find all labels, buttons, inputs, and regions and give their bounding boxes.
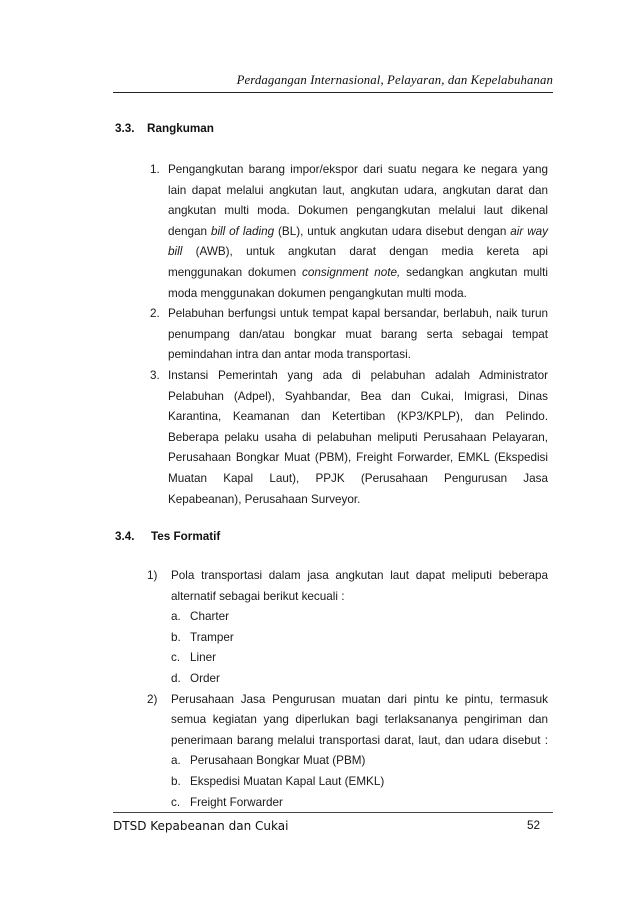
question-item	[147, 566, 548, 690]
italic-term: bill	[168, 245, 183, 259]
answer-option	[171, 751, 548, 772]
list-item-line: Beberapa pelaku usaha di pelabuhan meliputi Perusahaan Pelayaran,	[168, 430, 548, 444]
italic-term: air way	[510, 224, 548, 238]
list-item-line: penumpang dan/atau bongkar muat barang serta sebagai tempat	[168, 327, 548, 341]
list-item-line: Instansi Pemerintah yang ada di pelabuhan adalah Administrator	[168, 368, 548, 382]
answer-option	[171, 772, 548, 793]
list-item-line	[168, 222, 548, 243]
footer-rule	[113, 812, 553, 813]
italic-term: bill of lading	[210, 224, 275, 238]
answer-option	[171, 669, 548, 690]
section-number: 3.3.	[115, 122, 135, 135]
summary-item	[150, 366, 548, 510]
option-letter: d.	[171, 671, 181, 685]
list-item-line: Karantina, Keamanan dan Ketertiban (KP3/KPLP), dan Pelindo.	[168, 410, 548, 424]
option-text: Liner	[190, 651, 216, 665]
list-item-line: Pelabuhan (Adpel), Syahbandar, Bea dan Cukai, Imigrasi, Dinas	[168, 389, 548, 403]
list-item-line: Kepabeanan), Perusahaan Surveyor.	[168, 492, 361, 506]
section-heading-rangkuman	[0, 120, 638, 138]
option-letter: c.	[171, 795, 181, 809]
section-heading-tes-formatif	[0, 528, 638, 546]
list-item-line: moda menggunakan dokumen pengangkutan multi moda.	[168, 286, 467, 300]
list-item-line: angkutan multi moda. Dokumen pengangkutan melalui laut dikenal	[168, 204, 548, 218]
list-item-line: lain dapat melalui angkutan laut, angkutan udara, angkutan darat dan	[168, 183, 548, 197]
list-item-line: pemindahan intra dan antar moda transportasi.	[168, 348, 411, 362]
list-item-number: 3.	[150, 368, 160, 382]
question-list	[147, 566, 548, 813]
page-number: 52	[527, 819, 541, 832]
line-text: (AWB), untuk angkutan darat dengan media kereta api	[182, 245, 548, 259]
answer-option	[171, 607, 548, 628]
option-letter: c.	[171, 651, 181, 665]
line-text: sedangkan angkutan multi	[400, 265, 548, 279]
line-text: dengan	[168, 224, 211, 238]
question-line: Pola transportasi dalam jasa angkutan laut dapat meliputi beberapa	[171, 569, 548, 582]
option-text: Ekspedisi Muatan Kapal Laut (EMKL)	[190, 774, 385, 788]
list-item-number: 2.	[150, 307, 160, 321]
question-line: alternatif sebagai berikut kecuali :	[171, 589, 345, 603]
section-title: Rangkuman	[147, 122, 214, 135]
header-rule	[113, 92, 553, 93]
question-number: 1)	[147, 569, 158, 582]
option-text: Charter	[190, 610, 229, 624]
list-item-line	[168, 263, 548, 284]
option-letter: b.	[171, 630, 181, 644]
list-item-line: Pengangkutan barang impor/ekspor dari suatu negara ke negara yang	[168, 163, 548, 176]
summary-list	[150, 160, 548, 510]
option-text: Freight Forwarder	[190, 795, 283, 809]
question-line: penerimaan barang melalui transportasi darat, laut, dan udara disebut :	[171, 733, 548, 747]
question-item	[147, 690, 548, 814]
section-number: 3.4.	[115, 530, 135, 543]
list-item-number: 1.	[150, 163, 160, 176]
answer-option	[171, 648, 548, 669]
option-text: Perusahaan Bongkar Muat (PBM)	[190, 754, 366, 768]
option-letter: a.	[171, 610, 181, 624]
question-line: Perusahaan Jasa Pengurusan muatan dari pintu ke pintu, termasuk	[171, 692, 548, 706]
summary-item	[150, 304, 548, 366]
question-number: 2)	[147, 692, 158, 706]
summary-item	[150, 160, 548, 304]
line-text: (BL), untuk angkutan udara disebut dengan	[274, 224, 511, 238]
option-letter: a.	[171, 754, 181, 768]
list-item-line: Pelabuhan berfungsi untuk tempat kapal bersandar, berlabuh, naik turun	[168, 307, 548, 321]
running-header: Perdagangan Internasional, Pelayaran, dan Kepelabuhanan	[236, 73, 553, 87]
answer-option	[171, 628, 548, 649]
answer-option	[171, 793, 548, 814]
question-line: semua kegiatan yang diperlukan bagi terlaksananya pengiriman dan	[171, 713, 548, 727]
list-item-line	[168, 242, 548, 263]
option-letter: b.	[171, 774, 181, 788]
option-text: Order	[190, 671, 220, 685]
option-text: Tramper	[190, 630, 234, 644]
footer-title: DTSD Kepabeanan dan Cukai	[113, 819, 289, 833]
line-text: menggunakan dokumen	[168, 265, 303, 279]
list-item-line: Perusahaan Bongkar Muat (PBM), Freight Forwarder, EMKL (Ekspedisi	[168, 451, 548, 465]
list-item-line: Muatan Kapal Laut), PPJK (Perusahaan Pengurusan Jasa	[168, 471, 548, 485]
section-title: Tes Formatif	[151, 530, 221, 543]
italic-term: consignment note,	[302, 265, 401, 279]
